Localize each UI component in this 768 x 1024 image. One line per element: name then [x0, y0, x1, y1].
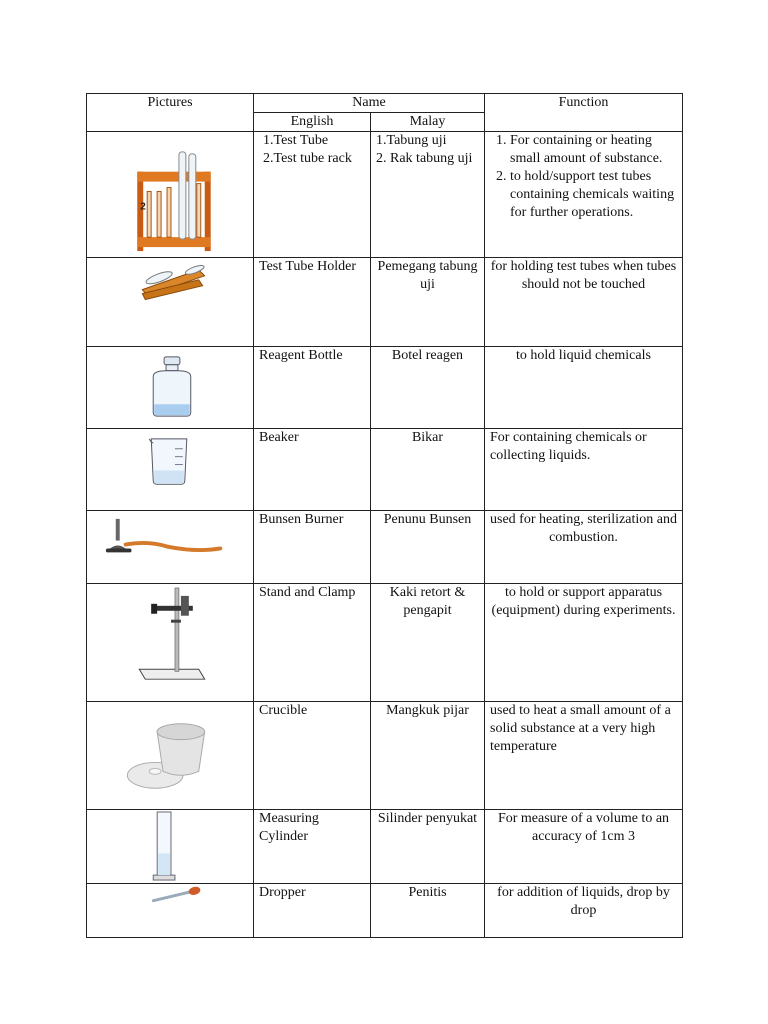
english-cell: Crucible — [254, 702, 371, 810]
function-cell: used to heat a small amount of a solid substance at a very high temperature — [485, 702, 683, 810]
crucible-icon — [87, 702, 254, 809]
english-cell: Reagent Bottle — [254, 347, 371, 429]
picture-cell — [87, 511, 254, 584]
table-row — [87, 584, 683, 702]
english-header: English — [254, 113, 371, 132]
picture-cell — [87, 702, 254, 810]
english-name-1: 1.Test Tube — [263, 133, 329, 148]
picture-cell — [87, 258, 254, 347]
function-cell: For measure of a volume to an accuracy of 1cm 3 — [485, 810, 683, 884]
malay-cell: Mangkuk pijar — [371, 702, 485, 810]
rack-number-label: 2 — [140, 201, 146, 213]
malay-header: Malay — [371, 113, 485, 132]
apparatus-table — [86, 93, 683, 938]
malay-name-1: 1.Tabung uji — [376, 133, 447, 148]
english-name-2: 2.Test tube rack — [263, 151, 352, 166]
pictures-header: Pictures — [87, 94, 254, 132]
function-cell — [485, 132, 683, 258]
english-cell — [254, 132, 371, 258]
malay-cell: Bikar — [371, 429, 485, 511]
function-item: 1. For containing or heating small amount of substance. — [510, 132, 677, 168]
test-tube-holder-icon — [87, 258, 254, 346]
beaker-icon — [87, 429, 254, 510]
table-row — [87, 702, 683, 810]
function-cell: used for heating, sterilization and combustion. — [485, 511, 683, 584]
table-row — [87, 810, 683, 884]
malay-name-2: 2. Rak tabung uji — [376, 151, 473, 166]
function-item: 2. to hold/support test tubes containing chemicals waiting for further operations. — [510, 168, 677, 222]
english-cell: Measuring Cylinder — [254, 810, 371, 884]
picture-cell — [87, 810, 254, 884]
malay-cell: Penunu Bunsen — [371, 511, 485, 584]
malay-cell: Silinder penyukat — [371, 810, 485, 884]
picture-cell — [87, 132, 254, 258]
reagent-bottle-icon — [87, 347, 254, 428]
picture-cell — [87, 884, 254, 938]
table-row — [87, 429, 683, 511]
english-cell: Bunsen Burner — [254, 511, 371, 584]
header-row — [87, 94, 683, 113]
malay-cell: Pemegang tabung uji — [371, 258, 485, 347]
function-cell: to hold liquid chemicals — [485, 347, 683, 429]
function-list — [490, 132, 677, 222]
function-cell: to hold or support apparatus (equipment) during experiments. — [485, 584, 683, 702]
malay-cell: Kaki retort & pengapit — [371, 584, 485, 702]
test-tube-rack-icon — [87, 132, 254, 257]
table-row — [87, 132, 683, 258]
function-header: Function — [485, 94, 683, 132]
malay-cell: Penitis — [371, 884, 485, 938]
table-row — [87, 511, 683, 584]
english-cell: Beaker — [254, 429, 371, 511]
table-row — [87, 347, 683, 429]
function-cell: for holding test tubes when tubes should not be touched — [485, 258, 683, 347]
function-cell: for addition of liquids, drop by drop — [485, 884, 683, 938]
picture-cell — [87, 429, 254, 511]
bunsen-burner-icon — [87, 511, 254, 583]
malay-cell: Botel reagen — [371, 347, 485, 429]
stand-and-clamp-icon — [87, 584, 254, 701]
malay-cell — [371, 132, 485, 258]
english-cell: Dropper — [254, 884, 371, 938]
name-header: Name — [254, 94, 485, 113]
picture-cell — [87, 584, 254, 702]
english-cell: Test Tube Holder — [254, 258, 371, 347]
function-cell: For containing chemicals or collecting liquids. — [485, 429, 683, 511]
english-cell: Stand and Clamp — [254, 584, 371, 702]
table-row — [87, 884, 683, 938]
picture-cell — [87, 347, 254, 429]
measuring-cylinder-icon — [87, 810, 254, 883]
dropper-icon — [87, 884, 254, 937]
table-row — [87, 258, 683, 347]
